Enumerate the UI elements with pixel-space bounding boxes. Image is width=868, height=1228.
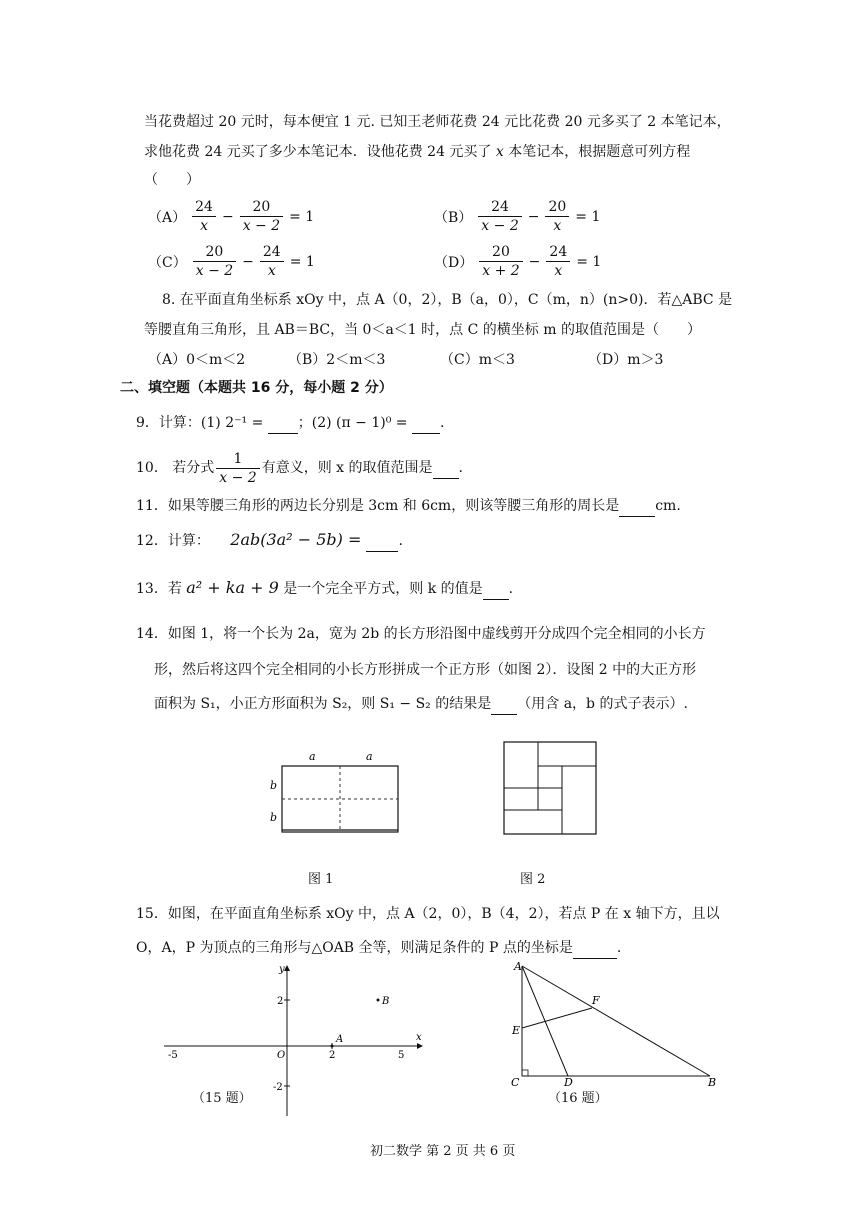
page-footer: 初二数学 第 2 页 共 6 页	[370, 1144, 516, 1159]
label-b: b	[270, 811, 278, 824]
answer-blank[interactable]	[619, 496, 655, 517]
equation-rhs: = 1	[289, 253, 315, 270]
q11: 11．如果等腰三角形的两边长分别是 3cm 和 6cm，则该等腰三角形的周长是 cm.	[136, 496, 681, 517]
equation-rhs: = 1	[289, 208, 315, 225]
option-label: （A）	[148, 209, 187, 226]
figure-2-caption: 图 2	[520, 872, 546, 887]
q14-line3: 面积为 S₁，小正方形面积为 S₂，则 S₁ − S₂ 的结果是 （用含 a，b 的式子表示）.	[154, 694, 688, 715]
q8-option-d: （D）m＞3	[588, 352, 664, 368]
label-b: b	[270, 779, 278, 792]
q7-option-b: （B） $\frac{24}{x - 2}$ − $\frac{20}{x}$ = 1	[434, 199, 601, 234]
option-label: （D）	[434, 254, 474, 271]
q8-option-c: （C）m＜3	[440, 352, 515, 368]
q14-line1: 14．如图 1，将一个长为 2a，宽为 2b 的长方形沿图中虚线剪开分成四个完全相同的小长方	[136, 626, 706, 642]
fraction: $\frac{1}{x - 2}$	[216, 450, 259, 487]
fraction: $\frac{24}{x}$	[546, 243, 570, 280]
q7-option-d: （D） $\frac{20}{x + 2}$ − $\frac{24}{x}$ = 1	[434, 244, 602, 279]
q12: 12．计算： 2ab(3a² − 5b) = .	[136, 530, 403, 552]
point-b-label: B	[382, 996, 390, 1007]
label-c: C	[511, 1076, 520, 1089]
q9: 9．计算：(1) 2⁻¹ = ；(2) (π − 1)⁰ = .	[136, 413, 444, 434]
q7-line1: 当花费超过 20 元时，每本便宜 1 元. 已知王老师花费 24 元比花费 20 元多买了 2 本笔记本，	[144, 114, 731, 130]
figure-2	[500, 740, 600, 836]
option-label: （C）	[148, 254, 187, 271]
tick-label: -2	[273, 1082, 283, 1093]
q16-caption: （16 题）	[548, 1091, 608, 1106]
q7-line2-text-b: 本笔记本，根据题意可列方程	[503, 144, 691, 160]
q7-option-c: （C） $\frac{20}{x - 2}$ − $\frac{24}{x}$ = 1	[148, 244, 315, 279]
answer-blank[interactable]	[433, 458, 459, 479]
label-a: A	[514, 960, 522, 973]
q8-line1: 8. 在平面直角坐标系 xOy 中，点 A（0，2），B（a，0），C（m，n）(n>0)．若△ABC 是	[162, 292, 733, 308]
fraction: $\frac{20}{x}$	[545, 198, 569, 235]
segment-ef	[522, 1008, 592, 1028]
figure-1-caption: 图 1	[308, 872, 334, 887]
answer-blank[interactable]	[483, 579, 509, 600]
point-a	[331, 1045, 334, 1048]
figure-1	[260, 748, 410, 838]
x-axis-label: x	[416, 1032, 422, 1043]
q16-triangle-figure	[506, 958, 726, 1090]
q9-expr2: (π − 1)⁰ =	[336, 415, 412, 431]
answer-blank[interactable]	[412, 413, 440, 434]
option-label: （B）	[434, 209, 473, 226]
q14-line2: 形，然后将这四个完全相同的小长方形拼成一个正方形（如图 2）．设图 2 中的大正方形	[154, 662, 697, 678]
q15-caption: （15 题）	[192, 1091, 252, 1106]
q9-expr1: 2⁻¹ =	[225, 415, 268, 431]
point-a-label: A	[336, 1034, 344, 1045]
label-d: D	[564, 1076, 573, 1089]
label-b: B	[708, 1076, 717, 1089]
label-a: a	[366, 750, 373, 763]
fraction: $\frac{20}{x + 2}$	[479, 243, 522, 280]
q7-option-a: （A） $\frac{24}{x}$ − $\frac{20}{x - 2}$ = 1	[148, 199, 315, 234]
q7-answer-paren: （ ）	[144, 172, 200, 188]
fraction: $\frac{24}{x}$	[260, 243, 284, 280]
q12-expr: 2ab(3a² − 5b) =	[230, 530, 367, 549]
fraction: $\frac{24}{x}$	[192, 198, 216, 235]
q8-option-a: （A）0＜m＜2	[148, 352, 246, 368]
tick-label: 2	[329, 1050, 336, 1061]
label-a: a	[309, 750, 316, 763]
answer-blank[interactable]	[366, 531, 398, 552]
right-angle-marker	[522, 1070, 528, 1076]
q8-line2: 等腰直角三角形，且 AB＝BC，当 0＜a＜1 时，点 C 的横坐标 m 的取值范围是（ ）	[144, 322, 701, 338]
fraction: $\frac{20}{x - 2}$	[240, 198, 283, 235]
answer-blank[interactable]	[268, 413, 298, 434]
origin-label: O	[277, 1050, 286, 1061]
q10: 10． 若分式 $\frac{1}{x - 2}$ 有意义，则 x 的取值范围是 .	[136, 450, 463, 486]
q13-expr: a² + ka + 9	[186, 578, 279, 597]
q8-option-b: （B）2＜m＜3	[288, 352, 386, 368]
q7-variable: x	[495, 144, 504, 160]
q15-line1: 15．如图，在平面直角坐标系 xOy 中，点 A（2，0），B（4，2），若点 P 在 x 轴下方，且以	[136, 906, 720, 922]
y-axis-label: y	[279, 964, 285, 975]
tick-label: 5	[398, 1050, 405, 1061]
fraction: $\frac{20}{x - 2}$	[193, 243, 236, 280]
q7-line2-text-a: 求他花费 24 元买了多少本笔记本．设他花费 24 元买了	[144, 144, 496, 160]
side-ab	[522, 966, 710, 1076]
tick-label: 2	[277, 996, 284, 1007]
tick-label: -5	[168, 1050, 178, 1061]
label-f: F	[592, 994, 600, 1007]
section-title: 二、填空题（本题共 16 分，每小题 2 分）	[120, 380, 393, 396]
answer-blank[interactable]	[491, 694, 517, 715]
point-b	[377, 999, 380, 1002]
fraction: $\frac{24}{x - 2}$	[478, 198, 521, 235]
q15-line2: O，A，P 为顶点的三角形与△OAB 全等，则满足条件的 P 点的坐标是 .	[136, 938, 621, 959]
q13: 13．若 a² + ka + 9 是一个完全平方式，则 k 的值是 .	[136, 578, 513, 600]
equation-rhs: = 1	[576, 253, 602, 270]
equation-rhs: = 1	[575, 208, 601, 225]
answer-blank[interactable]	[573, 938, 617, 959]
label-e: E	[512, 1024, 521, 1037]
q7-line2	[144, 142, 690, 162]
